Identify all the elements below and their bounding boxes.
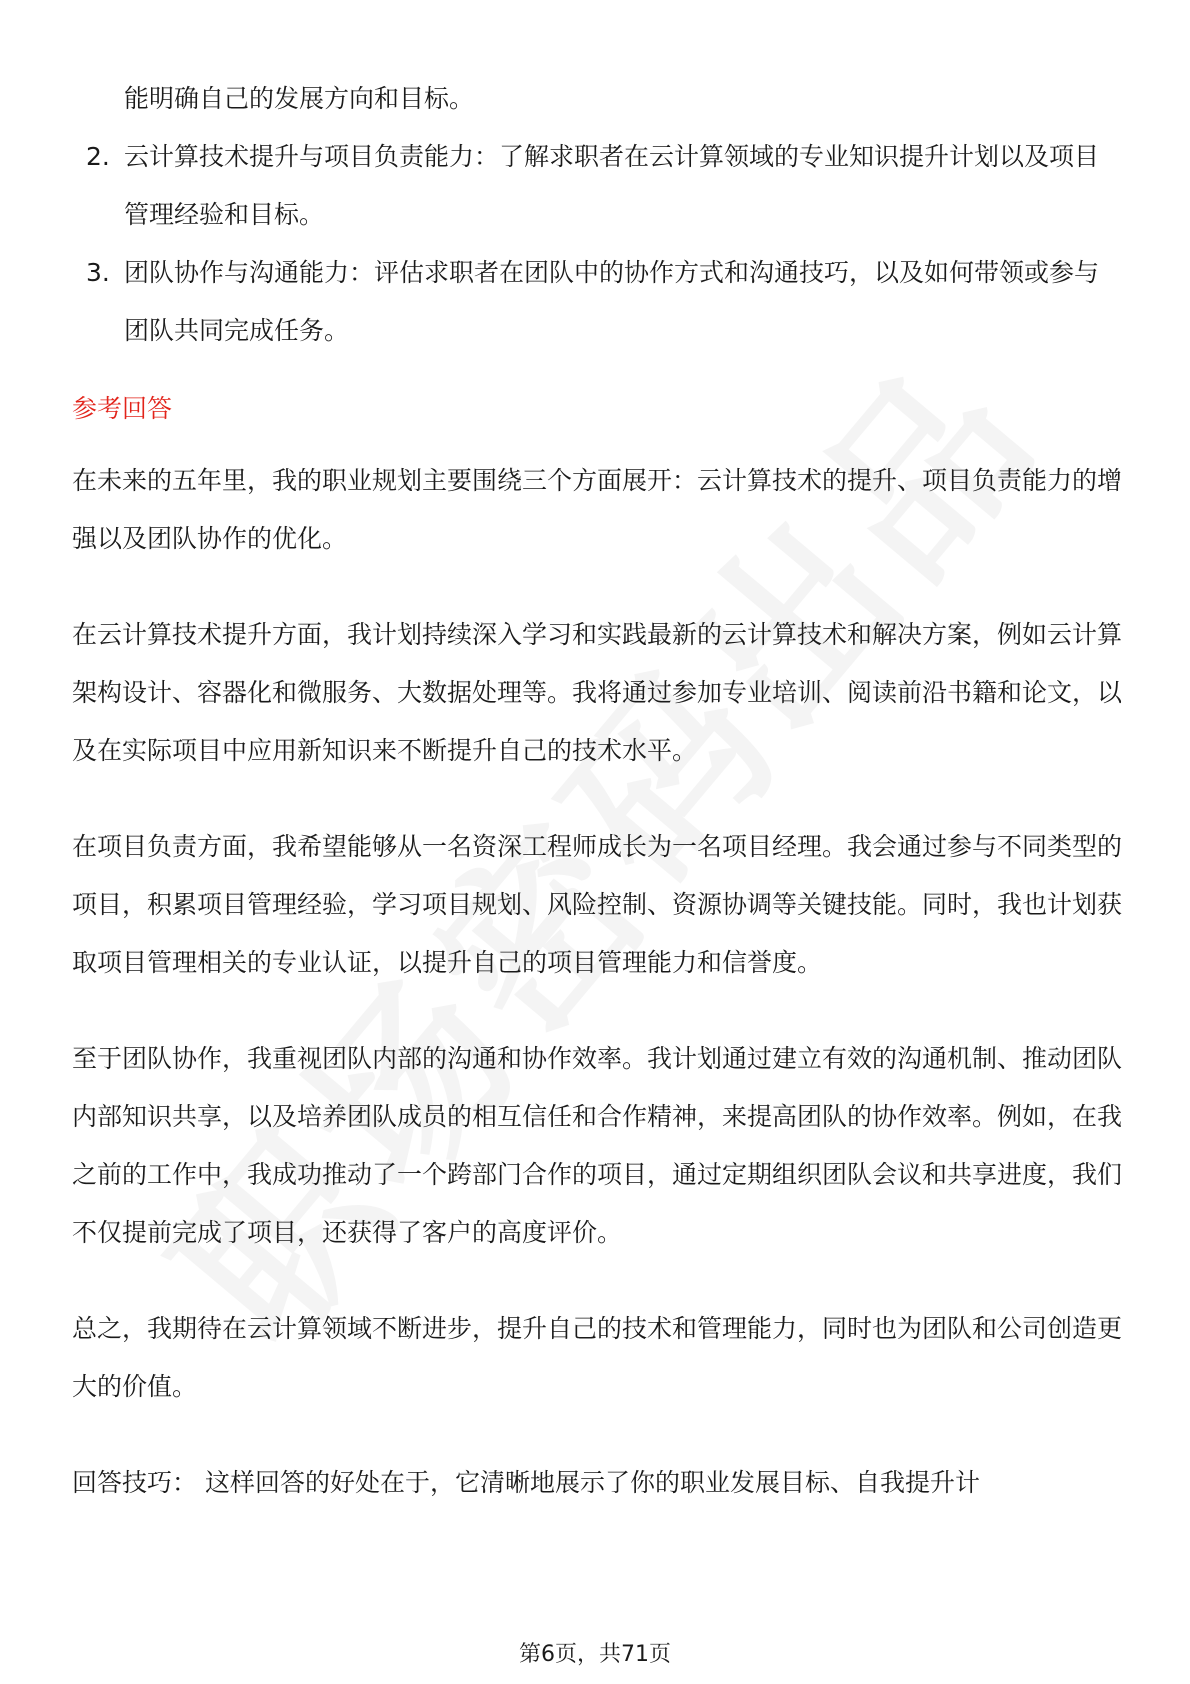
list-item-text: 团队协作与沟通能力：评估求职者在团队中的协作方式和沟通技巧，以及如何带领或参与团队共同完成任务。: [124, 258, 1100, 345]
list-item-number: 2.: [86, 142, 110, 171]
page-content: [72, 70, 1122, 1512]
page-footer: 第6页，共71页: [519, 1642, 671, 1667]
numbered-list: [72, 70, 1122, 360]
paragraph: 在项目负责方面，我希望能够从一名资深工程师成长为一名项目经理。我会通过参与不同类型的项目，积累项目管理经验，学习项目规划、风险控制、资源协调等关键技能。同时，我也计划获取项目管理相关的专业认证，以提升自己的项目管理能力和信誉度。: [72, 832, 1123, 977]
paragraph: 总之，我期待在云计算领域不断进步，提升自己的技术和管理能力，同时也为团队和公司创造更大的价值。: [72, 1314, 1123, 1401]
paragraph: 在未来的五年里，我的职业规划主要围绕三个方面展开：云计算技术的提升、项目负责能力的增强以及团队协作的优化。: [72, 466, 1123, 553]
paragraph: 在云计算技术提升方面，我计划持续深入学习和实践最新的云计算技术和解决方案，例如云计算架构设计、容器化和微服务、大数据处理等。我将通过参加专业培训、阅读前沿书籍和论文，以及在实际项目中应用新知识来不断提升自己的技术水平。: [72, 620, 1123, 765]
list-item-continuation: [72, 70, 1122, 128]
section-heading: 参考回答: [72, 394, 173, 423]
answer-tips-paragraph: 回答技巧： 这样回答的好处在于，它清晰地展示了你的职业发展目标、自我提升计: [72, 1468, 980, 1497]
list-item-text: 能明确自己的发展方向和目标。: [124, 84, 475, 113]
list-item-number: 3.: [86, 258, 110, 287]
list-item-text: 云计算技术提升与项目负责能力：了解求职者在云计算领域的专业知识提升计划以及项目管理经验和目标。: [124, 142, 1100, 229]
list-item: [72, 128, 1122, 244]
paragraph: 至于团队协作，我重视团队内部的沟通和协作效率。我计划通过建立有效的沟通机制、推动团队内部知识共享，以及培养团队成员的相互信任和合作精神，来提高团队的协作效率。例如，在我之前的工作中，我成功推动了一个跨部门合作的项目，通过定期组织团队会议和共享进度，我们不仅提前完成了项目，还获得了客户的高度评价。: [72, 1044, 1123, 1247]
list-item: [72, 244, 1122, 360]
